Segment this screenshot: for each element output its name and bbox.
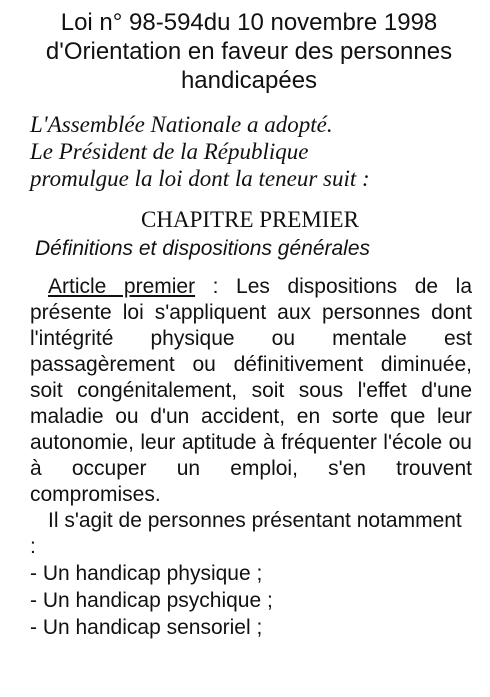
second-paragraph (30, 508, 472, 560)
chapter-heading: CHAPITRE PREMIER (141, 207, 359, 232)
preamble-line-3: promulgue la loi dont la teneur suit : (30, 166, 370, 191)
article-paragraph (30, 274, 472, 508)
preamble-line-1: L'Assemblée Nationale a adopté. (30, 112, 333, 137)
article-text: : Les dispositions de la présente loi s'appliquent aux personnes dont l'intégrité physique ou mentale est passagèrement ou définitivement diminuée, soit congénitalement, soit sous l'effet d'une maladie ou d'un accident, en sorte que leur autonomie, leur aptitude à fréquenter l'école ou à occuper un emploi, s'en trouvent compromises. (30, 275, 472, 506)
preamble (30, 111, 490, 192)
list-item: - Un handicap sensoriel ; (30, 616, 263, 639)
law-title (30, 8, 468, 95)
second-paragraph-text: Il s'agit de personnes présentant notamment : (30, 509, 462, 558)
law-title-line-3: handicapées (180, 67, 318, 94)
preamble-line-2: Le Président de la République (30, 139, 309, 164)
list-item: - Un handicap physique ; (30, 562, 263, 585)
law-title-line-2: d'Orientation en faveur des personnes (45, 38, 453, 65)
law-title-line-1: Loi n° 98-594du 10 novembre 1998 (60, 9, 438, 36)
list-item: - Un handicap psychique ; (30, 589, 273, 612)
article-label: Article premier (48, 275, 196, 298)
handicap-list (0, 560, 490, 641)
chapter-subtitle: Définitions et dispositions générales (35, 237, 371, 260)
